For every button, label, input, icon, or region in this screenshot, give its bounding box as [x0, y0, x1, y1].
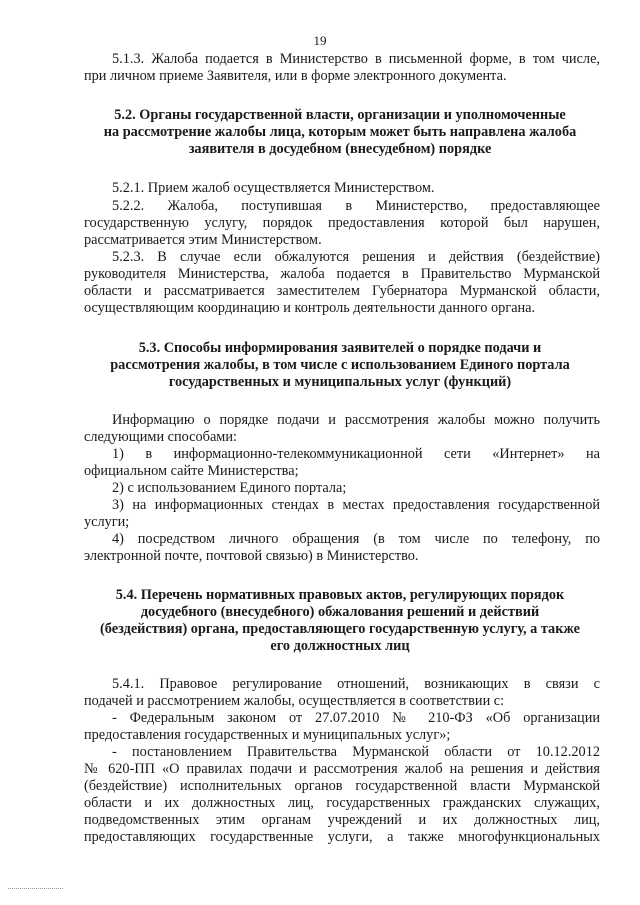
paragraph-5-2-3-line-2: руководителя Министерства, жалоба подается в Правительство Мурманской	[84, 266, 600, 282]
paragraph-5-4-1-line-8: области и их должностных лиц, государственных гражданских служащих,	[84, 795, 600, 811]
heading-5-2-line-2: на рассмотрение жалобы лица, которым может быть направлена жалоба	[103, 124, 577, 140]
paragraph-5-2-2-line-3: рассматривается этим Министерством.	[84, 232, 322, 248]
list-item-3-line-1: 3) на информационных стендах в местах предоставления государственной	[112, 497, 600, 513]
heading-5-4-line-4: его должностных лиц	[270, 638, 410, 654]
heading-5-4-line-1: 5.4. Перечень нормативных правовых актов, регулирующих порядок	[115, 587, 565, 603]
paragraph-5-4-1-line-1: 5.4.1. Правовое регулирование отношений, возникающих в связи с	[112, 676, 600, 692]
paragraph-5-2-1: 5.2.1. Прием жалоб осуществляется Министерством.	[112, 180, 435, 196]
heading-5-2-line-3: заявителя в досудебном (внесудебном) порядке	[188, 141, 492, 157]
heading-5-3-line-3: государственных и муниципальных услуг (функций)	[168, 374, 512, 390]
paragraph-5-2-3-line-4: осуществляющим координацию и контроль деятельности данного органа.	[84, 300, 536, 316]
paragraph-5-2-2-line-2: государственную услугу, порядок предоставления которой был нарушен,	[84, 215, 600, 231]
paragraph-5-3-intro-line-1: Информацию о порядке подачи и рассмотрения жалобы можно получить	[112, 412, 600, 428]
paragraph-5-4-1-line-9: подведомственных этим органам учреждений и их должностных лиц,	[84, 812, 600, 828]
list-item-3-line-2: услуги;	[84, 514, 130, 530]
paragraph-5-1-3-line-1: 5.1.3. Жалоба подается в Министерство в письменной форме, в том числе,	[112, 51, 600, 67]
paragraph-5-4-1-line-3: - Федеральным законом от 27.07.2010 № 210-ФЗ «Об организации	[112, 710, 600, 726]
heading-5-2-line-1: 5.2. Органы государственной власти, организации и уполномоченные	[114, 107, 566, 123]
paragraph-5-4-1-line-6: № 620-ПП «О правилах подачи и рассмотрения жалоб на решения и действия	[84, 761, 600, 777]
scan-artifact-line	[8, 888, 63, 890]
list-item-2: 2) с использованием Единого портала;	[112, 480, 347, 496]
page-number: 19	[313, 33, 327, 48]
list-item-1-line-2: официальном сайте Министерства;	[84, 463, 299, 479]
list-item-4-line-1: 4) посредством личного обращения (в том числе по телефону, по	[112, 531, 600, 547]
paragraph-5-2-2-line-1: 5.2.2. Жалоба, поступившая в Министерство, предоставляющее	[112, 198, 600, 214]
paragraph-5-2-3-line-1: 5.2.3. В случае если обжалуются решения и действия (бездействие)	[112, 249, 600, 265]
paragraph-5-2-3-line-3: области и рассматривается заместителем Губернатора Мурманской области,	[84, 283, 600, 299]
paragraph-5-4-1-line-5: - постановлением Правительства Мурманской области от 10.12.2012	[112, 744, 600, 760]
paragraph-5-4-1-line-10: предоставляющих государственные услуги, а также многофункциональных	[84, 829, 600, 845]
heading-5-3-line-2: рассмотрения жалобы, в том числе с использованием Единого портала	[110, 357, 570, 373]
list-item-4-line-2: электронной почте, почтовой связью) в Министерство.	[84, 548, 419, 564]
paragraph-5-1-3-line-2: при личном приеме Заявителя, или в форме электронного документа.	[84, 68, 507, 84]
paragraph-5-4-1-line-2: подачей и рассмотрением жалобы, осуществляется в соответствии с:	[84, 693, 505, 709]
paragraph-5-3-intro-line-2: следующими способами:	[84, 429, 237, 445]
paragraph-5-4-1-line-4: предоставления государственных и муниципальных услуг»;	[84, 727, 451, 743]
paragraph-5-4-1-line-7: (бездействие) исполнительных органов государственной власти Мурманской	[84, 778, 600, 794]
heading-5-4-line-2: досудебного (внесудебного) обжалования решений и действий	[140, 604, 540, 620]
heading-5-3-line-1: 5.3. Способы информирования заявителей о порядке подачи и	[138, 340, 542, 356]
heading-5-4-line-3: (бездействия) органа, предоставляющего государственную услугу, а также	[100, 621, 580, 637]
list-item-1-line-1: 1) в информационно-телекоммуникационной сети «Интернет» на	[112, 446, 600, 462]
